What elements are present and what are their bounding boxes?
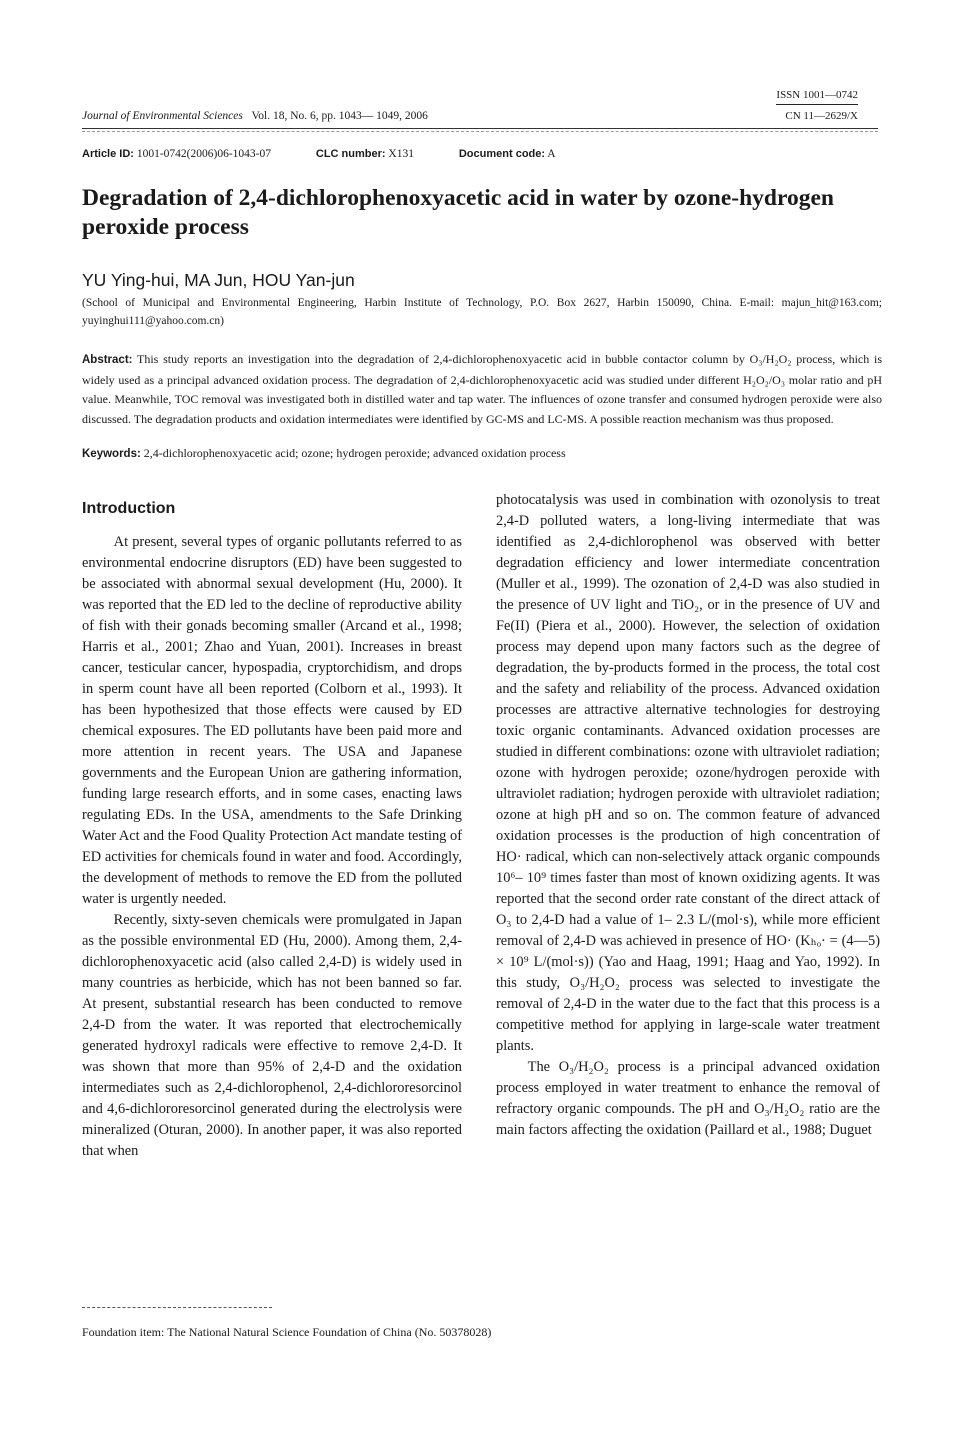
- document-code-value: A: [547, 148, 556, 160]
- document-code-label: Document code:: [458, 148, 546, 160]
- issn-number: ISSN 1001—0742: [776, 89, 858, 101]
- paper-title: Degradation of 2,4-dichlorophenoxyacetic acid in water by ozone-hydrogen peroxide process: [82, 185, 834, 240]
- clc-value: X131: [388, 148, 414, 160]
- abstract-text: This study reports an investigation into the degradation of 2,4-dichlorophenoxyacetic acid in bubble contactor column by O₃/H₂O₂ process, which is widely used as a principal advanced oxidation process. The degradation of 2,4-dichlorophenoxyacetic acid was studied under different H₂O₂/O₃ molar ratio and pH value. Meanwhile, TOC removal was investigated both in distilled water and tap water. The influences of ozone transfer and consumed hydrogen peroxide were also discussed. The degradation products and oxidation intermediates were identified by GC-MS and LC-MS. A possible reaction mechanism was thus proposed.: [82, 352, 882, 426]
- paragraph: photocatalysis was used in combination with ozonolysis to treat 2,4-D polluted waters, a long-living intermediate that was identified as 2,4-dichlorophenol was observed with better degradation efficiency and lower intermediate concentration (Muller et al., 1999). The ozonation of 2,4-D was also studied in the presence of UV light and TiO₂, or in the presence of UV and Fe(II) (Piera et al., 2000). However, the selection of oxidation process may depend upon many factors such as the degree of degradation, the by-products formed in the process, the total cost and the safety and reliability of the process. Advanced oxidation processes are attractive alternative technologies for destroying toxic organic contaminants. Advanced oxidation processes are studied in different combinations: ozone with ultraviolet radiation; ozone with hydrogen peroxide; ozone/hydrogen peroxide with ultraviolet radiation; hydrogen peroxide with ultraviolet radiation; ozone at high pH and so on. The common feature of advanced oxidation processes is the production of high concentration of HO· radical, which can non-selectively attack organic compounds 10⁶– 10⁹ times faster than most of known oxidizing agents. It was reported that the second order rate constant of the direct attack of O₃ to 2,4-D had a value of 1– 2.3 L/(mol·s), while more efficient removal of 2,4-D was achieved in presence of HO· (Kₕₒ· = (4—5) × 10⁹ L/(mol·s)) (Yao and Haag, 1991; Haag and Yao, 1992). In this study, O₃/H₂O₂ process was selected to investigate the removal of 2,4-D in the water due to the fact that this process is a competitive method for applying in large-scale water treatment plants.: [496, 492, 880, 1054]
- article-identifiers: [82, 148, 556, 160]
- header-rule-dashed: [82, 131, 878, 132]
- journal-details: Vol. 18, No. 6, pp. 1043— 1049, 2006: [251, 110, 428, 122]
- keywords: [82, 444, 882, 463]
- right-column: [496, 490, 880, 1141]
- footnote-foundation: Foundation item: The National Natural Science Foundation of China (No. 50378028): [82, 1325, 492, 1339]
- abstract-label: Abstract:: [82, 354, 133, 366]
- paragraph: At present, several types of organic pollutants referred to as environmental endocrine disruptors (ED) have been suggested to be associated with abnormal sexual development (Hu, 2000). It was reported that the ED led to the decline of reproductive ability of fish with their gonads becoming smaller (Arcand et al., 1998; Harris et al., 2001; Zhao and Yuan, 2001). Increases in breast cancer, testicular cancer, hypospadia, cryptorchidism, and drops in sperm count have all been reported (Colborn et al., 1993). It has been hypothesized that those effects were caused by ED chemical exposures. The ED pollutants have been paid more and more attention in recent years. The USA and Japanese governments and the European Union are gathering information, funding large research efforts, and in some cases, enacting laws regulating EDs. In the USA, amendments to the Safe Drinking Water Act and the Food Quality Protection Act mandate testing of ED activities for chemicals found in water and food. Accordingly, the development of methods to remove the ED from the polluted water is urgently needed.: [82, 534, 462, 907]
- journal-citation: [82, 110, 428, 122]
- journal-name: Journal of Environmental Sciences: [82, 110, 243, 122]
- left-column: [82, 532, 462, 1162]
- clc-label: CLC number:: [315, 148, 386, 160]
- affiliation: (School of Municipal and Environmental Engineering, Harbin Institute of Technology, P.O. Box 2627, Harbin 150090, China. E-mail: majun_hit@163.com; yuyinghui111@yahoo.com.cn): [82, 297, 882, 327]
- issn-block: [776, 88, 858, 123]
- article-id-label: Article ID:: [82, 148, 134, 160]
- keywords-text: 2,4-dichlorophenoxyacetic acid; ozone; hydrogen peroxide; advanced oxidation process: [143, 446, 566, 460]
- section-heading-introduction: Introduction: [82, 500, 176, 517]
- cn-number: CN 11—2629/X: [776, 104, 858, 123]
- author-list: YU Ying-hui, MA Jun, HOU Yan-jun: [82, 270, 355, 290]
- keywords-label: Keywords:: [82, 448, 141, 460]
- abstract: [82, 350, 882, 429]
- paragraph: The O₃/H₂O₂ process is a principal advanced oxidation process employed in water treatment to enhance the removal of refractory organic compounds. The pH and O₃/H₂O₂ ratio are the main factors affecting the oxidation (Paillard et al., 1988; Duguet: [496, 1059, 880, 1138]
- paragraph: Recently, sixty-seven chemicals were promulgated in Japan as the possible environmental ED (Hu, 2000). Among them, 2,4-dichlorophenoxyacetic acid (also called 2,4-D) is widely used in many countries as herbicide, which has not been banned so far. At present, substantial research has been conducted to remove 2,4-D from the water. It was reported that electrochemically generated hydroxyl radicals were effective to remove 2,4-D. It was shown that more than 95% of 2,4-D and the oxidation intermediates such as 2,4-dichlorophenol, 2,4-dichlororesorcinol and 4,6-dichlororesorcinol generated during the electrolysis were mineralized (Oturan, 2000). In another paper, it was also reported that when: [82, 912, 462, 1159]
- header-rule: [82, 128, 878, 129]
- footnote-rule: [82, 1307, 272, 1308]
- article-id-value: 1001-0742(2006)06-1043-07: [136, 148, 271, 160]
